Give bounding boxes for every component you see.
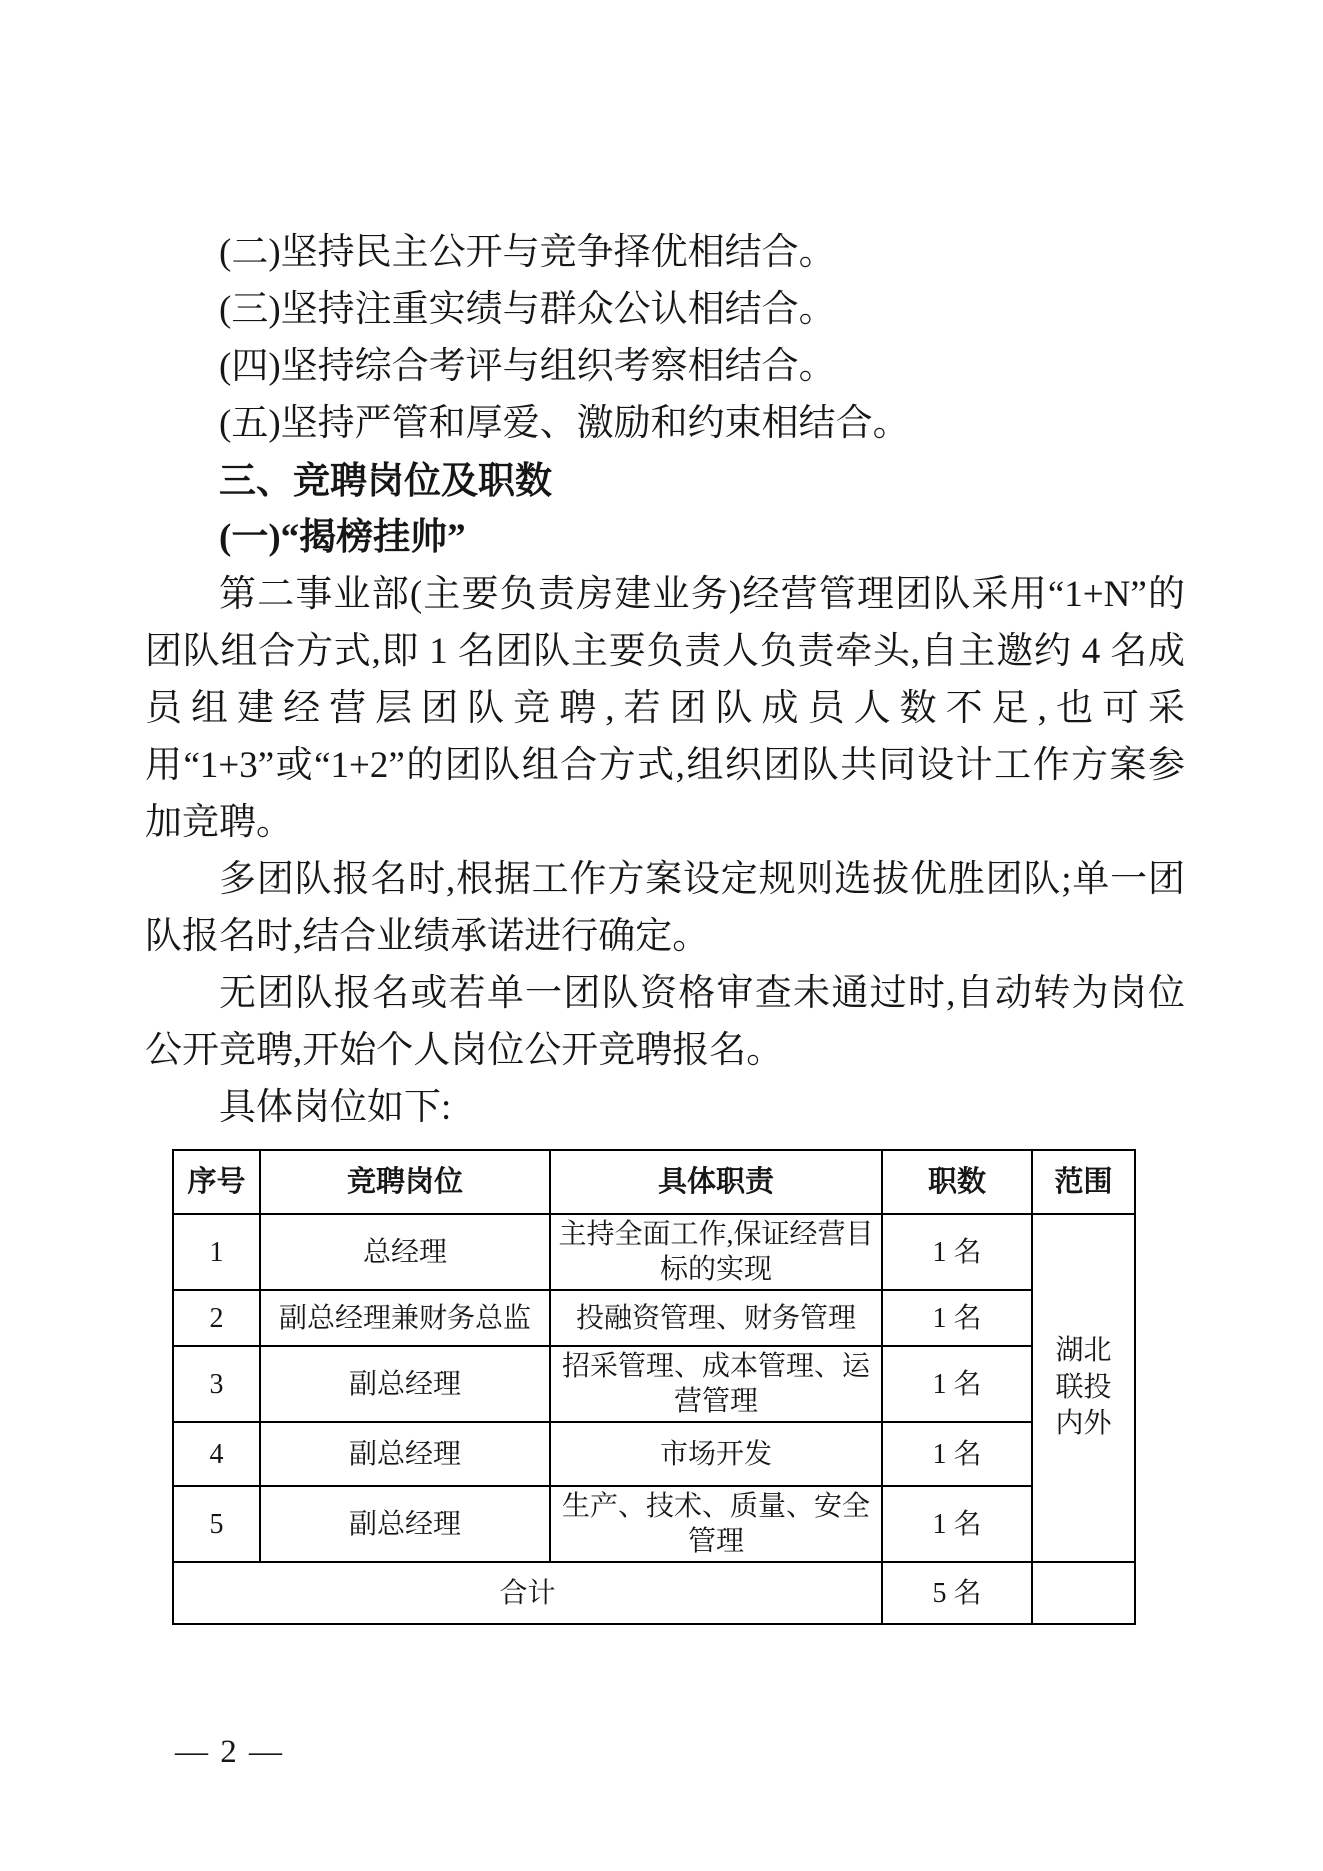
cell-seq: 4 bbox=[173, 1422, 260, 1486]
total-count: 5 名 bbox=[882, 1562, 1032, 1624]
header-position: 竞聘岗位 bbox=[260, 1150, 550, 1214]
cell-duty: 市场开发 bbox=[550, 1422, 882, 1486]
cell-seq: 1 bbox=[173, 1214, 260, 1290]
principle-item-5: (五)坚持严管和厚爱、激励和约束相结合。 bbox=[219, 403, 910, 444]
table-row bbox=[173, 1346, 1135, 1422]
cell-seq: 2 bbox=[173, 1290, 260, 1346]
header-duty: 具体职责 bbox=[550, 1150, 882, 1214]
cell-count: 1 名 bbox=[882, 1346, 1032, 1422]
table-row bbox=[173, 1422, 1135, 1486]
cell-duty: 生产、技术、质量、安全管理 bbox=[550, 1486, 882, 1562]
sub-heading: (一)“揭榜挂帅” bbox=[219, 517, 466, 558]
cell-position: 副总经理兼财务总监 bbox=[260, 1290, 550, 1346]
cell-count: 1 名 bbox=[882, 1486, 1032, 1562]
total-scope-empty bbox=[1032, 1562, 1135, 1624]
scope-text: 湖北联投内外 bbox=[1055, 1335, 1112, 1440]
cell-position: 副总经理 bbox=[260, 1346, 550, 1422]
table-row bbox=[173, 1486, 1135, 1562]
positions-table bbox=[172, 1149, 1136, 1625]
principle-item-3: (三)坚持注重实绩与群众公认相结合。 bbox=[219, 289, 836, 330]
header-scope: 范围 bbox=[1032, 1150, 1135, 1214]
body-paragraph-3: 无团队报名或若单一团队资格审查未通过时,自动转为岗位公开竞聘,开始个人岗位公开竞聘报名。 bbox=[145, 973, 1185, 1071]
body-paragraph-1: 第二事业部(主要负责房建业务)经营管理团队采用“1+N”的团队组合方式,即 1 名团队主要负责人负责牵头,自主邀约 4 名成员组建经营层团队竞聘,若团队成员人数不足,也可采用“1+3”或“1+2”的团队组合方式,组织团队共同设计工作方案参加竞聘。 bbox=[145, 574, 1185, 843]
table-row bbox=[173, 1290, 1135, 1346]
cell-count: 1 名 bbox=[882, 1422, 1032, 1486]
header-count: 职数 bbox=[882, 1150, 1032, 1214]
cell-duty: 招采管理、成本管理、运营管理 bbox=[550, 1346, 882, 1422]
table-header-row bbox=[173, 1150, 1135, 1214]
table-total-row bbox=[173, 1562, 1135, 1624]
table-intro: 具体岗位如下: bbox=[219, 1087, 452, 1128]
total-label: 合计 bbox=[173, 1562, 882, 1624]
principle-item-2: (二)坚持民主公开与竞争择优相结合。 bbox=[219, 232, 836, 273]
cell-seq: 3 bbox=[173, 1346, 260, 1422]
cell-seq: 5 bbox=[173, 1486, 260, 1562]
table-row bbox=[173, 1214, 1135, 1290]
cell-duty: 投融资管理、财务管理 bbox=[550, 1290, 882, 1346]
header-seq: 序号 bbox=[173, 1150, 260, 1214]
cell-duty: 主持全面工作,保证经营目标的实现 bbox=[550, 1214, 882, 1290]
cell-position: 总经理 bbox=[260, 1214, 550, 1290]
section-heading: 三、竞聘岗位及职数 bbox=[219, 460, 552, 501]
cell-scope bbox=[1032, 1214, 1135, 1562]
principle-item-4: (四)坚持综合考评与组织考察相结合。 bbox=[219, 346, 836, 387]
page-number: — 2 — bbox=[175, 1734, 284, 1770]
cell-count: 1 名 bbox=[882, 1214, 1032, 1290]
body-paragraph-2: 多团队报名时,根据工作方案设定规则选拔优胜团队;单一团队报名时,结合业绩承诺进行确定。 bbox=[145, 859, 1185, 957]
document-body bbox=[145, 224, 1185, 1625]
cell-position: 副总经理 bbox=[260, 1486, 550, 1562]
cell-position: 副总经理 bbox=[260, 1422, 550, 1486]
cell-count: 1 名 bbox=[882, 1290, 1032, 1346]
